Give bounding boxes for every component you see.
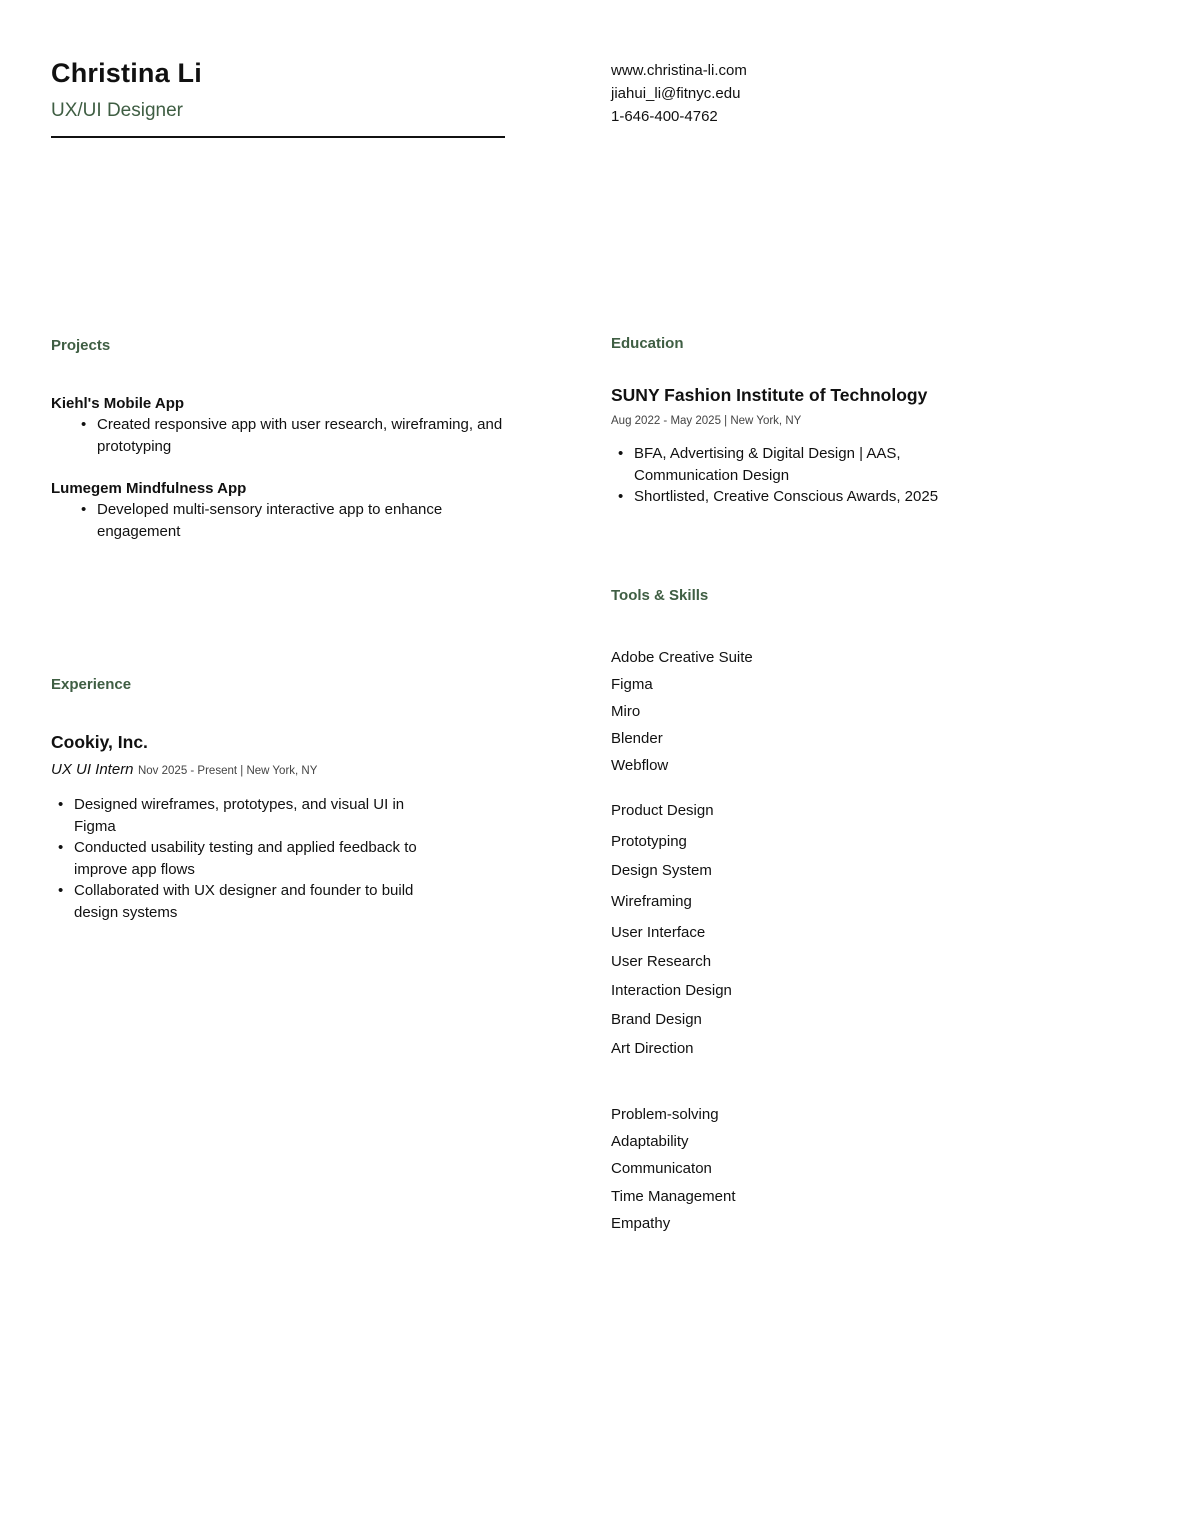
skill-item: User Interface <box>611 924 706 941</box>
contact-block <box>611 59 747 128</box>
education-bullets <box>611 443 971 508</box>
project-title: Kiehl's Mobile App <box>51 395 185 412</box>
skill-item: Blender <box>611 730 663 747</box>
job-meta: Nov 2025 - Present | New York, NY <box>137 765 318 777</box>
skill-item: User Research <box>611 953 712 970</box>
skill-item: Problem-solving <box>611 1106 719 1123</box>
skill-item: Brand Design <box>611 1011 702 1028</box>
project-title: Lumegem Mindfulness App <box>51 480 247 497</box>
experience-heading: Experience <box>51 676 132 693</box>
project-bullets <box>74 499 494 542</box>
experience-bullets <box>51 794 436 923</box>
skill-item: Adaptability <box>611 1133 689 1150</box>
project-bullets <box>74 414 504 457</box>
experience-role-line <box>51 761 317 779</box>
header-divider <box>51 136 505 138</box>
skill-item: Wireframing <box>611 893 692 910</box>
education-heading: Education <box>611 335 684 352</box>
list-item: • Designed wireframes, prototypes, and visual UI in Figma <box>51 794 436 837</box>
list-item: • Shortlisted, Creative Conscious Awards, 2025 <box>611 486 971 508</box>
email-link[interactable]: jiahui_li@fitnyc.edu <box>611 85 741 102</box>
job-role: UX UI Intern <box>51 761 134 778</box>
school-meta: Aug 2022 - May 2025 | New York, NY <box>611 415 802 427</box>
website-link[interactable]: www.christina-li.com <box>611 62 747 79</box>
list-item: • Collaborated with UX designer and founder to build design systems <box>51 880 436 923</box>
resume-title: UX/UI Designer <box>51 100 183 121</box>
skill-item: Adobe Creative Suite <box>611 649 753 666</box>
company-name: Cookiy, Inc. <box>51 732 148 752</box>
skills-heading: Tools & Skills <box>611 587 709 604</box>
skill-item: Empathy <box>611 1215 671 1232</box>
skill-item: Miro <box>611 703 641 720</box>
skill-item: Interaction Design <box>611 982 732 999</box>
skill-item: Art Direction <box>611 1040 694 1057</box>
list-item: • BFA, Advertising & Digital Design | AAS, Communication Design <box>611 443 971 486</box>
skill-item: Time Management <box>611 1188 736 1205</box>
skill-item: Webflow <box>611 757 669 774</box>
projects-heading: Projects <box>51 337 111 354</box>
resume-name: Christina Li <box>51 58 202 88</box>
list-item: • Developed multi-sensory interactive app to enhance engagement <box>74 499 494 542</box>
list-item: • Conducted usability testing and applied feedback to improve app flows <box>51 837 436 880</box>
school-name: SUNY Fashion Institute of Technology <box>611 385 928 405</box>
skill-item: Communicaton <box>611 1160 712 1177</box>
skill-item: Design System <box>611 862 712 879</box>
skill-item: Product Design <box>611 802 714 819</box>
skill-item: Prototyping <box>611 833 687 850</box>
list-item: • Created responsive app with user research, wireframing, and prototyping <box>74 414 504 457</box>
phone-number: 1-646-400-4762 <box>611 108 718 125</box>
skill-item: Figma <box>611 676 653 693</box>
